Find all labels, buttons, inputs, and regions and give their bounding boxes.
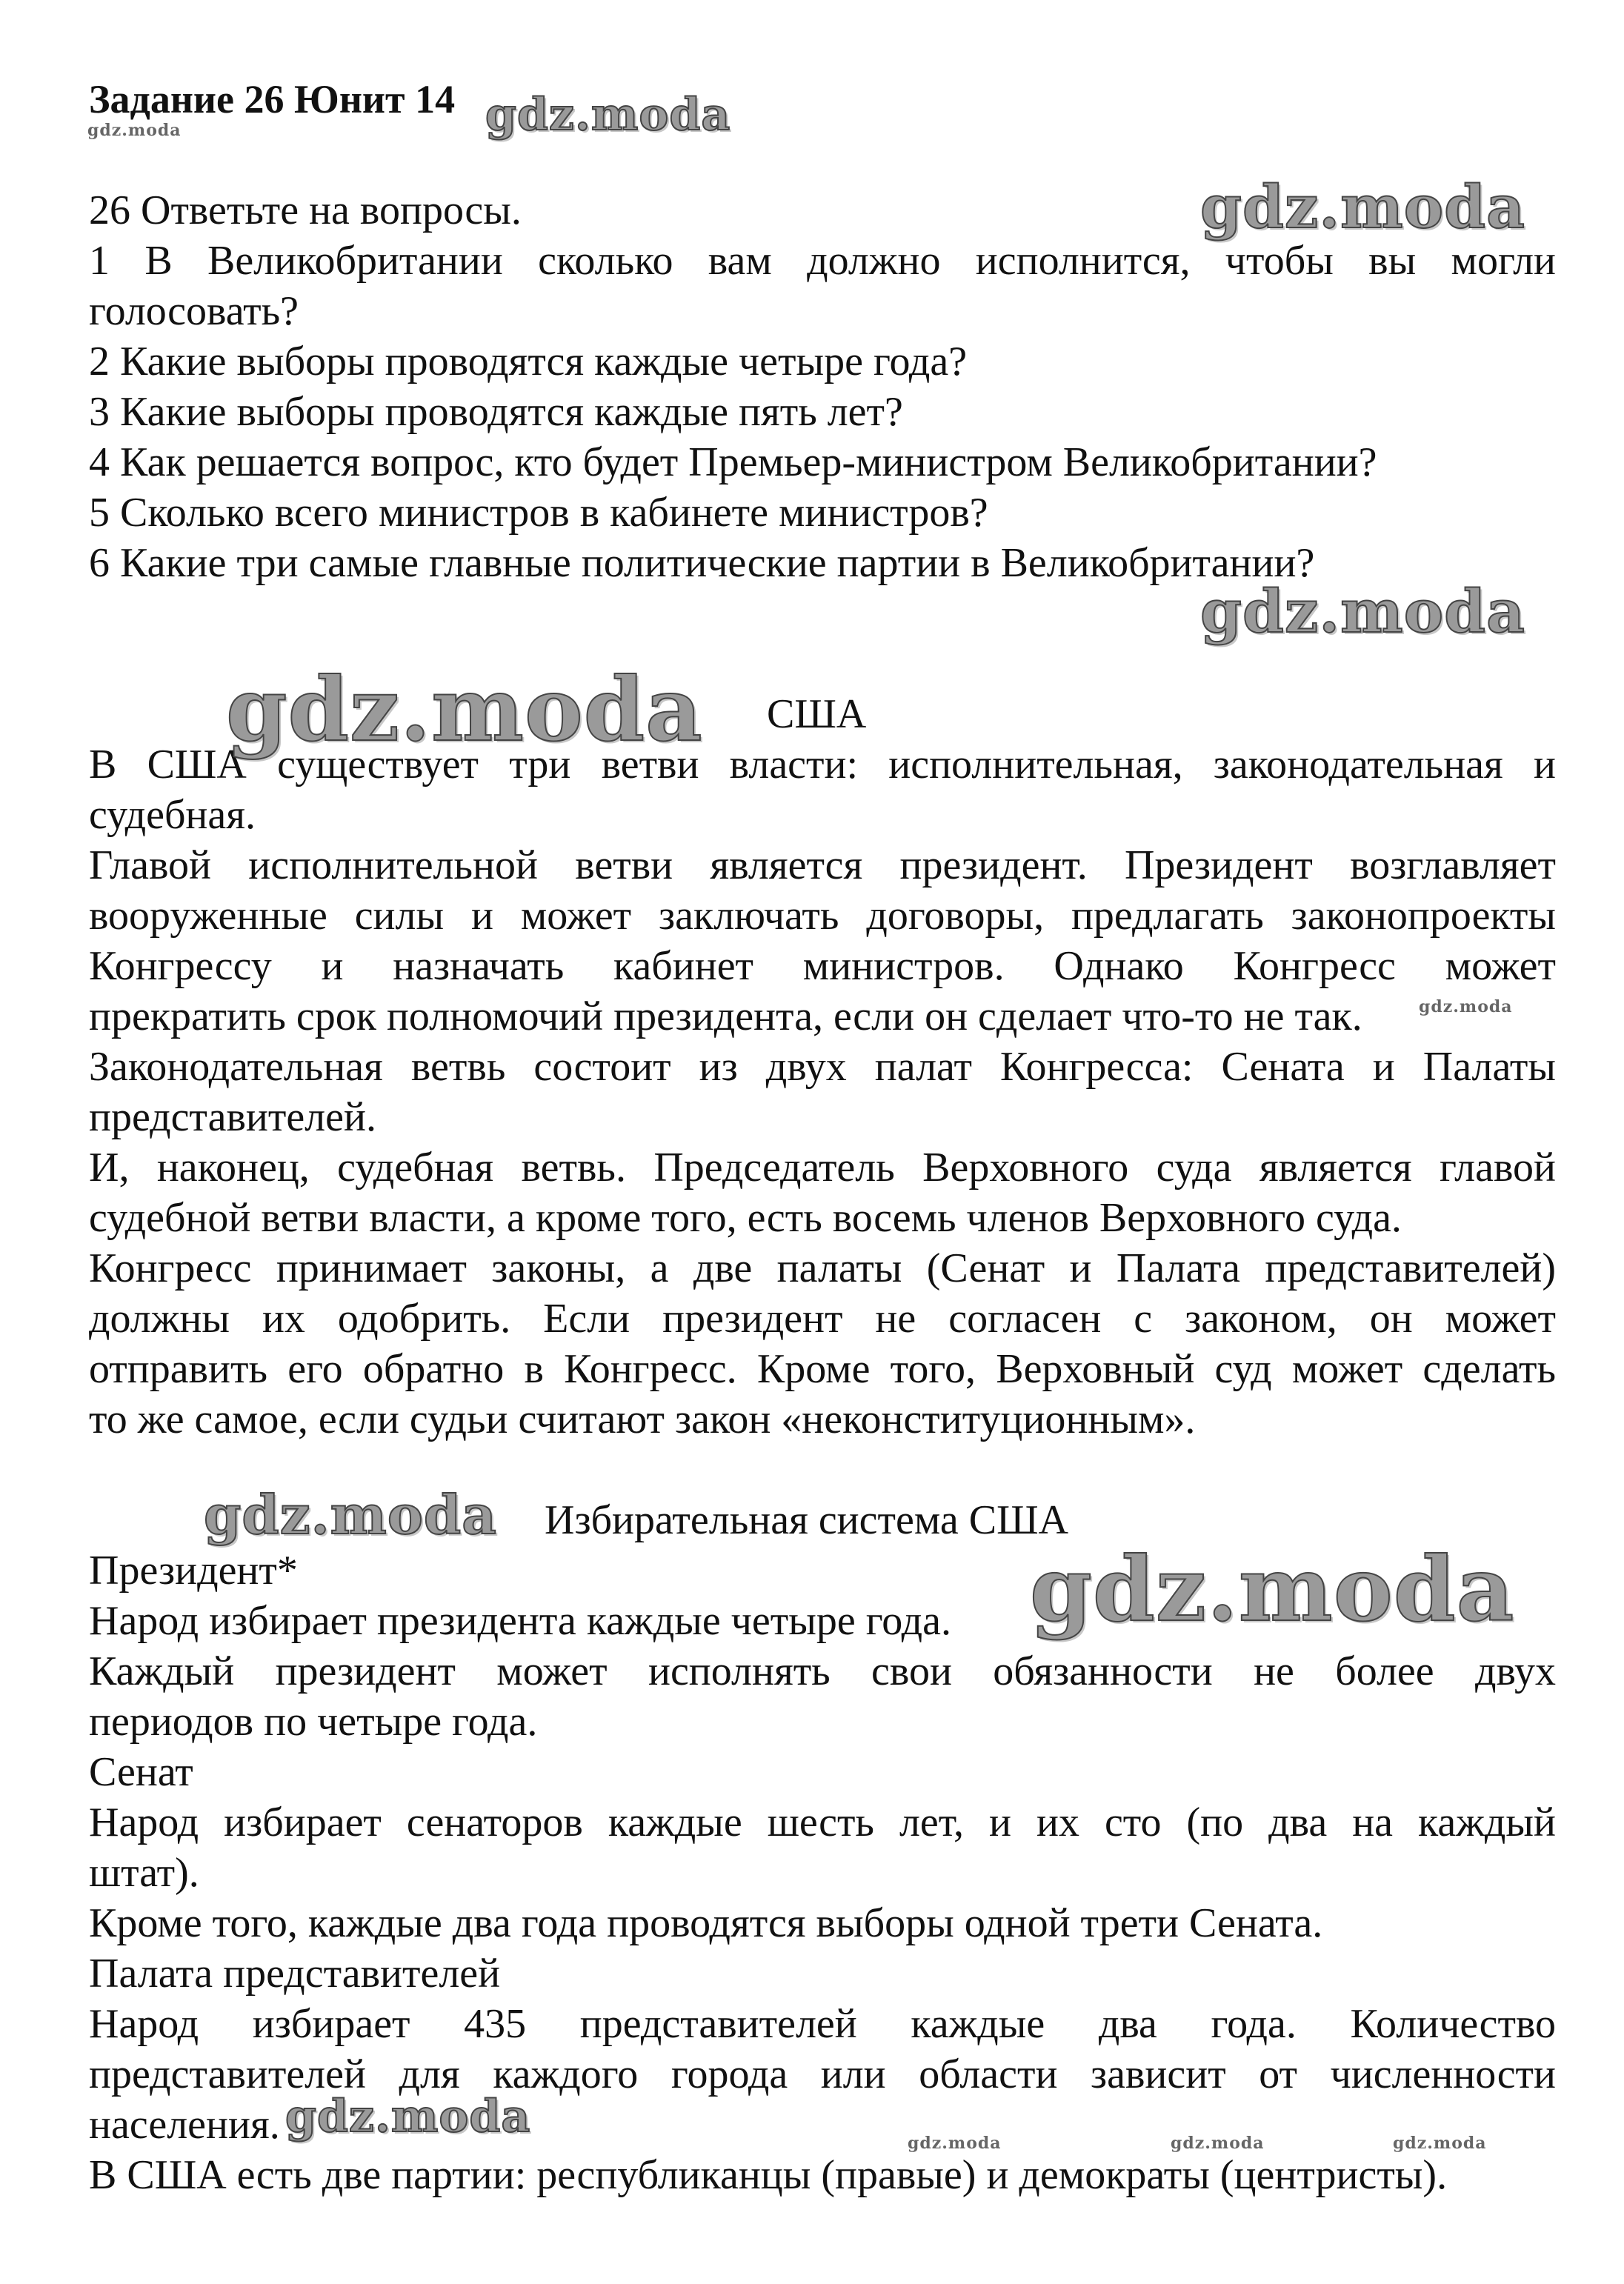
- elections-heading: Избирательная система США: [545, 1497, 1069, 1543]
- usa-p4-line-1: И, наконец, судебная ветвь. Председатель Верховного суда является главой: [89, 1145, 1556, 1191]
- usa-p3-line-1: Законодательная ветвь состоит из двух палат Конгресса: Сената и Палаты: [89, 1044, 1556, 1090]
- watermark-logo: gdz.moda: [1200, 576, 1525, 646]
- president-line-1: Народ избирает президента каждые четыре года.: [89, 1598, 951, 1644]
- watermark-logo: gdz.moda: [908, 2134, 1002, 2153]
- question-2: 2 Какие выборы проводятся каждые четыре года?: [89, 339, 968, 384]
- usa-p1-line-1: В США существует три ветви власти: исполнительная, законодательная и: [89, 742, 1556, 788]
- question-3: 3 Какие выборы проводятся каждые пять лет?: [89, 389, 903, 435]
- usa-p4-line-2: судебной ветви власти, а кроме того, есть восемь членов Верховного суда.: [89, 1195, 1402, 1241]
- senate-heading: Сенат: [89, 1749, 193, 1795]
- usa-p2-line-2: вооруженные силы и может заключать договоры, предлагать законопроекты: [89, 893, 1556, 939]
- house-line-1: Народ избирает 435 представителей каждые два года. Количество: [89, 2001, 1556, 2047]
- question-4: 4 Как решается вопрос, кто будет Премьер-министром Великобритании?: [89, 439, 1377, 485]
- house-line-2: представителей для каждого города или области зависит от численности: [89, 2051, 1556, 2097]
- question-1-line-2: голосовать?: [89, 288, 299, 334]
- usa-heading: США: [767, 691, 867, 737]
- watermark-logo: gdz.moda: [204, 1483, 497, 1546]
- usa-p2-line-4: прекратить срок полномочий президента, если он сделает что-то не так.: [89, 993, 1362, 1039]
- question-1-line-1: 1 В Великобритании сколько вам должно исполнится, чтобы вы могли: [89, 238, 1556, 284]
- usa-p5-line-3: отправить его обратно в Конгресс. Кроме того, Верховный суд может сделать: [89, 1346, 1556, 1392]
- watermark-logo: gdz.moda: [1030, 1537, 1515, 1642]
- watermark-logo: gdz.moda: [87, 121, 182, 140]
- president-heading: Президент*: [89, 1548, 298, 1594]
- usa-p5-line-4: то же самое, если судьи считают закон «неконституционным».: [89, 1396, 1196, 1442]
- watermark-logo: gdz.moda: [226, 658, 703, 761]
- watermark-logo: gdz.moda: [485, 89, 731, 141]
- president-line-3: периодов по четыре года.: [89, 1699, 538, 1745]
- senate-line-2: штат).: [89, 1850, 199, 1896]
- usa-p3-line-2: представителей.: [89, 1094, 376, 1140]
- president-line-2: Каждый президент может исполнять свои обязанности не более двух: [89, 1648, 1556, 1694]
- question-6: 6 Какие три самые главные политические партии в Великобритании?: [89, 540, 1315, 586]
- usa-p2-line-1: Главой исполнительной ветви является президент. Президент возглавляет: [89, 842, 1556, 888]
- usa-p5-line-1: Конгресс принимает законы, а две палаты (Сенат и Палата представителей): [89, 1245, 1556, 1291]
- page-title: Задание 26 Юнит 14: [89, 77, 456, 121]
- parties-line: В США есть две партии: республиканцы (правые) и демократы (центристы).: [89, 2152, 1448, 2198]
- question-5: 5 Сколько всего министров в кабинете министров?: [89, 490, 988, 536]
- watermark-logo: gdz.moda: [1393, 2134, 1487, 2153]
- questions-heading: 26 Ответьте на вопросы.: [89, 187, 522, 233]
- watermark-logo: gdz.moda: [1200, 172, 1525, 242]
- house-heading: Палата представителей: [89, 1951, 501, 1997]
- usa-p5-line-2: должны их одобрить. Если президент не согласен с законом, он может: [89, 1296, 1556, 1342]
- watermark-logo: gdz.moda: [285, 2091, 531, 2143]
- watermark-logo: gdz.moda: [1171, 2134, 1265, 2153]
- usa-p1-line-2: судебная.: [89, 792, 256, 838]
- senate-line-1: Народ избирает сенаторов каждые шесть лет, и их сто (по два на каждый: [89, 1799, 1556, 1845]
- house-line-3: населения.: [89, 2102, 280, 2148]
- usa-p2-line-3: Конгрессу и назначать кабинет министров. Однако Конгресс может: [89, 943, 1556, 989]
- watermark-logo: gdz.moda: [1419, 997, 1513, 1016]
- senate-line-3: Кроме того, каждые два года проводятся выборы одной трети Сената.: [89, 1900, 1323, 1946]
